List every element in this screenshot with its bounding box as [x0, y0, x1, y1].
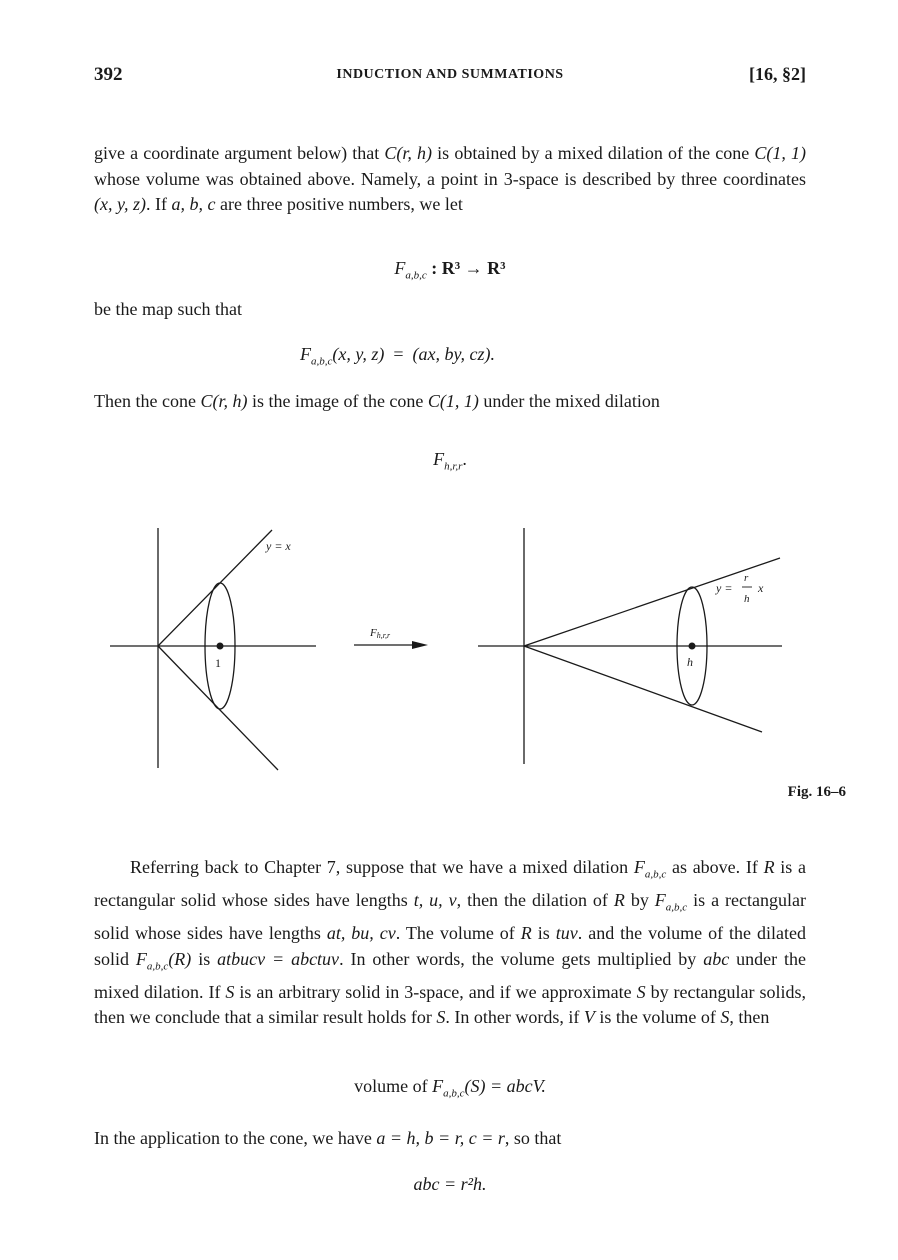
equation-map: $F_{a,b,c}$ : R³ → R³	[394, 258, 506, 282]
right-point-label: h	[687, 655, 693, 669]
equation-final: abc = r²h.	[413, 1174, 487, 1194]
left-line-label: y = x	[266, 539, 291, 553]
equation-volume: volume of $F_{a,b,c}(S)$ = abcV.	[354, 1076, 546, 1100]
paragraph-volume-argument: Referring back to Chapter 7, suppose that we have a mixed dilation $F_{a,b,c}$ as above. If R is a rectangular solid whose sides have lengths t, u, v, then the dilation of R by $F_{a,b,c}$ is a rectangular solid whose sides have lengths at, bu, cv. The volume of R is tuv. and the volume of the dilated solid $F_{a,b,c}(R)$ is atbucv = abctuv. In other words, the volume gets multiplied by abc under the mixed dilation. If S is an arbitrary solid in 3-space, and if we approximate S by rectangular solids, then we conclude that a similar result holds for S. In other words, if V is the volume of S, then	[94, 857, 807, 1028]
equation-dilation: $F_{h,r,r}$.	[433, 449, 467, 473]
right-line-label-den: h	[744, 593, 750, 605]
left-upper-line	[158, 530, 272, 646]
equation-definition: $F_{a,b,c}(x$, y, z) = (ax, by, cz).	[300, 344, 495, 368]
arrow-label: Fh,r,r	[370, 627, 391, 640]
right-center-point	[689, 643, 696, 650]
right-upper-line	[524, 558, 780, 646]
right-line-label-x: x	[758, 581, 764, 595]
paragraph-application: In the application to the cone, we have a = h, b = r, c = r, so that	[94, 1128, 562, 1148]
section-label: [16, §2]	[749, 64, 806, 84]
dilation-arrow-head	[412, 641, 428, 649]
figure-caption: Fig. 16–6	[787, 784, 846, 800]
page-number: 392	[94, 64, 123, 85]
paragraph-image-of-cone: Then the cone C(r, h) is the image of the cone C(1, 1) under the mixed dilation	[94, 391, 660, 411]
right-lower-line	[524, 646, 762, 732]
right-line-label-num: r	[744, 572, 749, 584]
right-line-label-lhs: y =	[716, 581, 733, 595]
left-point-label: 1	[215, 656, 221, 670]
paragraph-map-such-that: be the map such that	[94, 299, 242, 319]
chapter-title: INDUCTION AND SUMMATIONS	[336, 67, 564, 82]
paragraph-intro: give a coordinate argument below) that C(r, h) is obtained by a mixed dilation of the cone C(1, 1) whose volume was obtained above. Namely, a point in 3-space is described by three coordinates (x, y, z). If a, b, c are three positive numbers, we let	[94, 143, 806, 214]
running-header	[94, 64, 806, 88]
figure-cone-dilation	[94, 520, 806, 830]
left-center-point	[217, 643, 224, 650]
